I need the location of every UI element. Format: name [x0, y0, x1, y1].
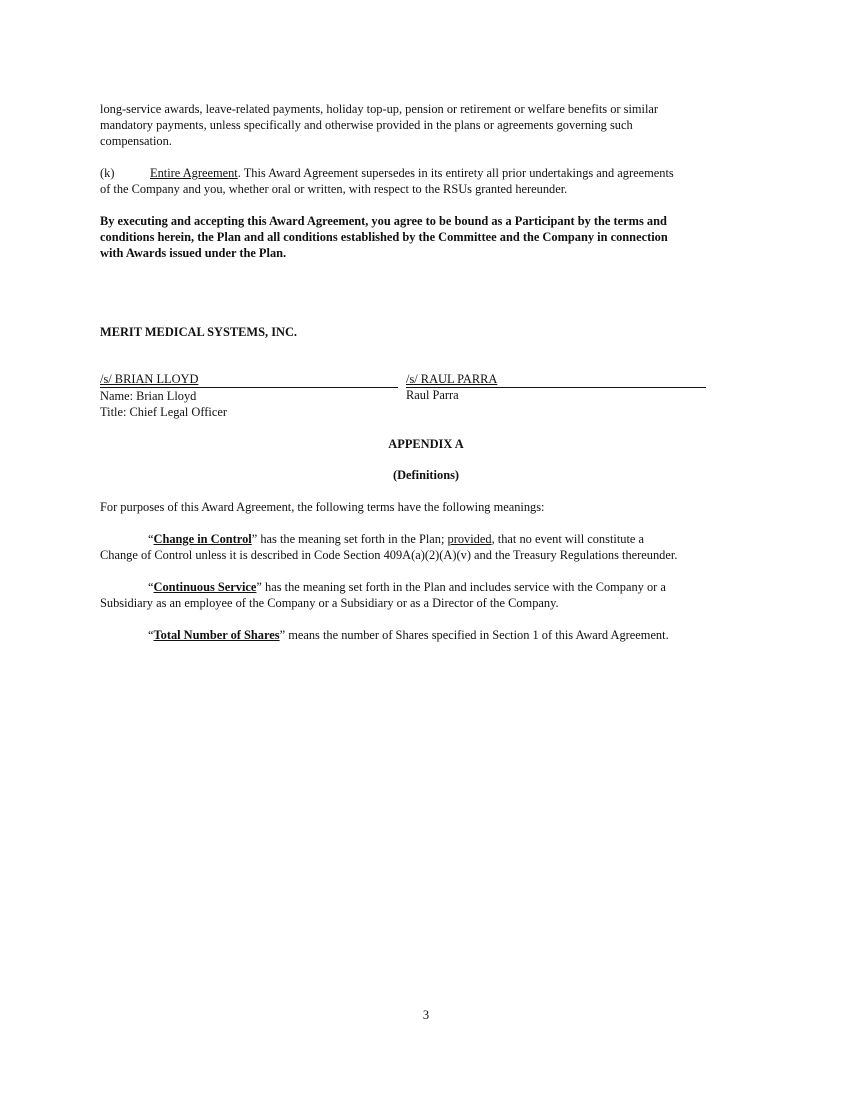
continuation-line: compensation. [100, 134, 172, 149]
definition-text: , that no event will constitute a [491, 532, 645, 546]
definition-line [100, 531, 752, 547]
emphasized-word: provided [447, 532, 492, 546]
defined-term: Continuous Service [153, 580, 257, 594]
signatory-name-left: Name: Brian Lloyd [100, 389, 197, 403]
close-quote: ” [251, 532, 258, 546]
signature-line-left [100, 371, 398, 388]
definition-continuous-service [100, 579, 752, 611]
section-k-marker: (k) [100, 166, 115, 180]
open-quote: “ [148, 580, 154, 594]
continuation-line: long-service awards, leave-related payments, holiday top-up, pension or retirement or welfare benefits or similar [100, 102, 659, 116]
open-quote: “ [148, 532, 154, 546]
acceptance-paragraph [100, 213, 752, 262]
definition-change-in-control [100, 531, 752, 563]
appendix-subtitle: (Definitions) [392, 468, 460, 482]
continuation-paragraph [100, 101, 752, 150]
close-quote: ” [279, 628, 286, 642]
close-quote: ” [256, 580, 262, 594]
company-name: MERIT MEDICAL SYSTEMS, INC. [100, 325, 298, 339]
defined-term: Total Number of Shares [153, 628, 280, 642]
section-k-text: . This Award Agreement supersedes in its entirety all prior undertakings and agreements [237, 166, 674, 180]
signatory-title-left: Title: Chief Legal Officer [100, 405, 227, 419]
section-k-line [100, 165, 752, 181]
acceptance-line: conditions herein, the Plan and all conditions established by the Committee and the Company in connection [100, 230, 668, 245]
definition-text: has the meaning set forth in the Plan and includes service with the Company or a [261, 580, 666, 594]
definition-line: Change of Control unless it is described in Code Section 409A(a)(2)(A)(v) and the Treasury Regulations thereunder. [100, 548, 678, 563]
signature-line-right [406, 371, 706, 388]
appendix-intro: For purposes of this Award Agreement, the following terms have the following meanings: [100, 500, 545, 514]
definition-text: has the meaning set forth in the Plan; [257, 532, 448, 546]
defined-term: Change in Control [153, 532, 252, 546]
appendix-title: APPENDIX A [388, 437, 464, 451]
definition-line [100, 627, 752, 643]
acceptance-line: By executing and accepting this Award Agreement, you agree to be bound as a Participant by the terms and [100, 214, 667, 228]
page-number: 3 [422, 1008, 430, 1022]
signatory-name-right: Raul Parra [406, 388, 459, 402]
signature-right: /s/ RAUL PARRA [406, 372, 498, 386]
section-k-paragraph [100, 165, 752, 197]
definition-line [100, 579, 752, 595]
section-k-heading: Entire Agreement [150, 166, 238, 180]
definition-total-number-of-shares [100, 627, 752, 643]
section-k-line: of the Company and you, whether oral or written, with respect to the RSUs granted hereunder. [100, 182, 568, 197]
signature-left: /s/ BRIAN LLOYD [100, 372, 199, 386]
continuation-line: mandatory payments, unless specifically and otherwise provided in the plans or agreements governing such [100, 118, 633, 133]
definition-text: means the number of Shares specified in Section 1 of this Award Agreement. [285, 628, 669, 642]
open-quote: “ [148, 628, 154, 642]
definition-line: Subsidiary as an employee of the Company or a Subsidiary or as a Director of the Company. [100, 596, 559, 611]
acceptance-line: with Awards issued under the Plan. [100, 246, 287, 261]
